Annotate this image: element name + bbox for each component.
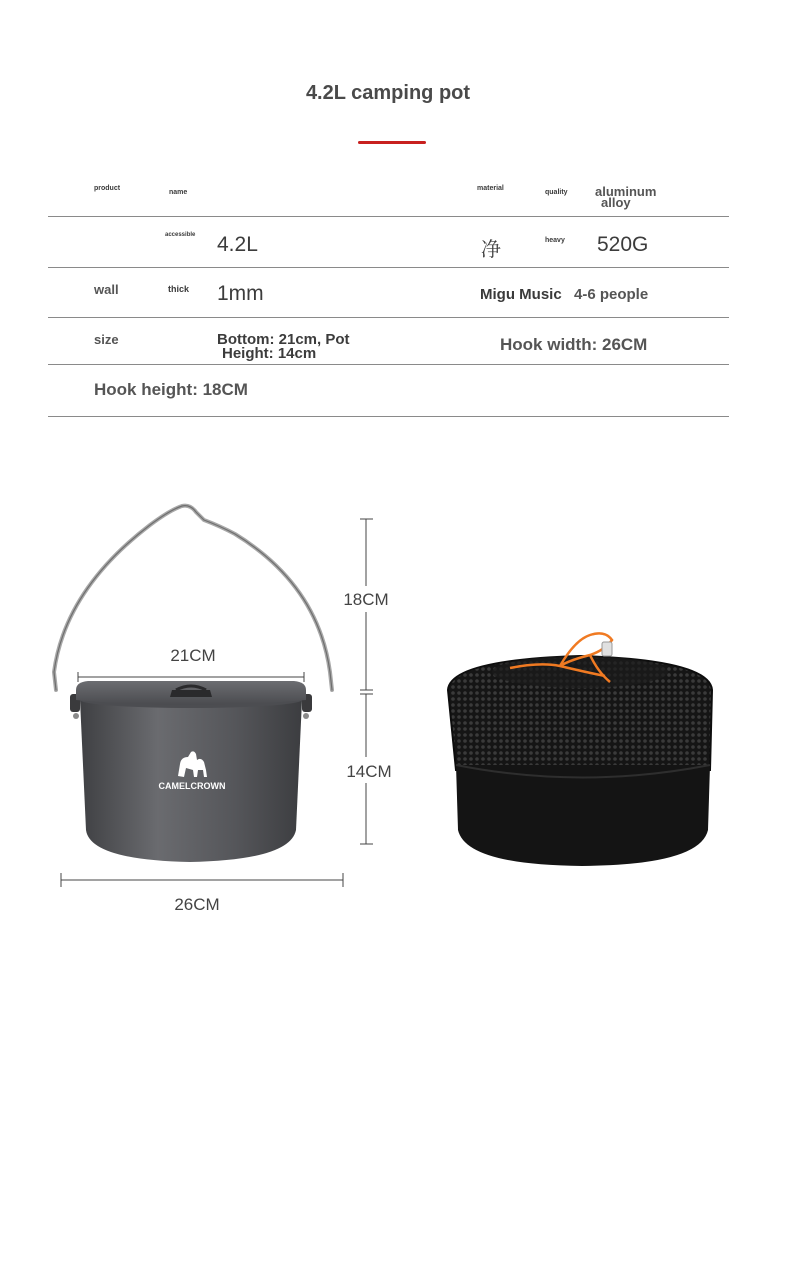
row-divider <box>48 416 729 417</box>
people-value: 4-6 people <box>574 286 649 303</box>
storage-bag <box>448 656 712 866</box>
net-label: 净 <box>481 237 501 261</box>
pot-body <box>70 692 312 862</box>
hook-height: Hook height: 18CM <box>94 380 248 399</box>
accessible-label: accessible <box>165 232 196 238</box>
people-prefix: Migu Music <box>480 286 562 303</box>
row-divider <box>48 267 729 268</box>
row-divider <box>48 364 729 365</box>
size-value <box>217 333 350 361</box>
capacity-value: 4.2L <box>217 233 258 256</box>
thick-label: thick <box>168 284 190 294</box>
title-underline <box>358 141 426 144</box>
dim-line-top-width <box>78 672 304 682</box>
dim-top-width-label: 21CM <box>170 646 216 665</box>
material-value <box>595 186 656 208</box>
wall-label: wall <box>94 282 119 297</box>
size-value-line1: Bottom: 21cm, Pot <box>217 331 350 348</box>
name-label: name <box>169 189 188 196</box>
row-divider <box>48 317 729 318</box>
brand-text: CAMELCROWN <box>158 781 226 791</box>
pot-lid <box>76 681 306 705</box>
page-title: 4.2L camping pot <box>305 82 471 104</box>
material-value-line1: aluminum <box>595 184 657 199</box>
thickness-value: 1mm <box>217 282 264 305</box>
size-value-line2: Height: 14cm <box>222 345 317 362</box>
weight-value: 520G <box>597 233 649 256</box>
size-label: size <box>94 332 119 347</box>
material-value-line2: alloy <box>601 195 631 210</box>
hook-width: Hook width: 26CM <box>500 335 648 354</box>
quality-label: quality <box>545 189 568 196</box>
product-diagram <box>0 480 790 940</box>
dim-line-bottom-width <box>61 873 343 887</box>
product-label: product <box>94 185 121 192</box>
dim-line-vertical <box>360 519 373 844</box>
dim-hook-height-label: 18CM <box>343 590 389 609</box>
dim-pot-height-label: 14CM <box>346 762 392 781</box>
row-divider <box>48 216 729 217</box>
material-label: material <box>477 185 504 192</box>
heavy-label: heavy <box>545 237 565 244</box>
dim-bottom-width-label: 26CM <box>174 895 220 914</box>
